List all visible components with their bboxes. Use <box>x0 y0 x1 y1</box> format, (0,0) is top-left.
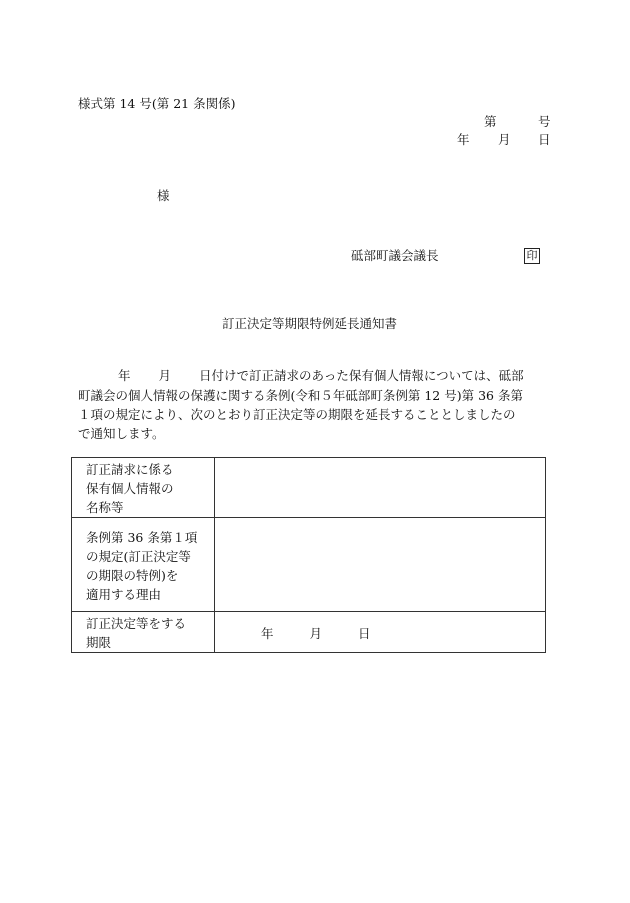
info-table <box>71 457 546 653</box>
body-line-3: １項の規定により、次のとおり訂正決定等の期限を延長することとしましたの <box>78 407 516 422</box>
body-line-1-text: 日付けで訂正請求のあった保有個人情報については、砥部 <box>199 368 524 383</box>
deadline-day-label: 日 <box>358 626 371 641</box>
row-value-cell[interactable] <box>215 518 546 612</box>
body-line-4: で通知します。 <box>78 426 165 441</box>
row-label <box>72 518 215 612</box>
deadline-year-label: 年 <box>261 626 274 641</box>
label-line: の規定(訂正決定等 <box>86 549 191 564</box>
label-line: の期限の特例)を <box>86 568 179 583</box>
date-year-label: 年 <box>457 132 470 147</box>
table-row <box>72 612 546 653</box>
seal-mark: 印 <box>524 248 540 264</box>
deadline-value-cell[interactable] <box>215 612 546 653</box>
addressee-honorific: 様 <box>157 188 170 203</box>
label-line: 期限 <box>86 635 112 650</box>
row-label <box>72 458 215 518</box>
number-go-label: 号 <box>538 114 551 129</box>
date-day-label: 日 <box>538 132 551 147</box>
body-line-2: 町議会の個人情報の保護に関する条例(令和５年砥部町条例第 12 号)第 36 条第 <box>78 388 523 403</box>
document-title: 訂正決定等期限特例延長通知書 <box>222 316 398 331</box>
row-value-cell[interactable] <box>215 458 546 518</box>
table-row <box>72 518 546 612</box>
body-month-label: 月 <box>158 368 172 383</box>
label-line: 訂正請求に係る <box>86 462 174 477</box>
body-line-1 <box>78 370 524 383</box>
label-line: 訂正決定等をする <box>86 616 187 631</box>
form-number: 様式第 14 号(第 21 条関係) <box>78 96 236 111</box>
deadline-month-label: 月 <box>309 626 323 641</box>
label-line: 適用する理由 <box>86 587 162 602</box>
body-year-label: 年 <box>118 368 131 383</box>
row-label <box>72 612 215 653</box>
date-month-label: 月 <box>498 132 511 147</box>
label-line: 条例第 36 条第１項 <box>86 530 198 545</box>
sender-title: 砥部町議会議長 <box>351 248 439 263</box>
label-line: 名称等 <box>86 500 124 515</box>
table-row <box>72 458 546 518</box>
number-dai-label: 第 <box>484 114 497 129</box>
label-line: 保有個人情報の <box>86 481 174 496</box>
